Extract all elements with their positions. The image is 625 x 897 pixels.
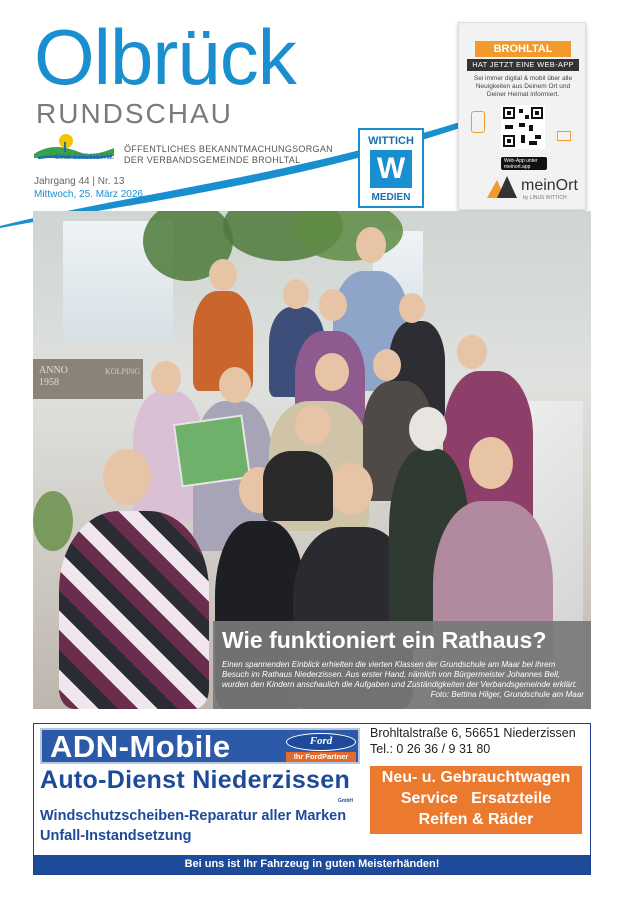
issue-number: Jahrgang 44 | Nr. 13 xyxy=(34,176,125,187)
child-head xyxy=(399,293,425,323)
plant xyxy=(33,491,73,551)
offer-line-2: Service Ersatzteile xyxy=(400,790,552,807)
adn-mobile-logo xyxy=(40,728,360,764)
computer-icon xyxy=(557,131,571,141)
child-head xyxy=(469,437,513,489)
ad-footer-slogan: Bei uns ist Ihr Fahrzeug in guten Meisterhänden! xyxy=(34,855,590,874)
webapp-tag: BROHLTAL xyxy=(475,41,571,57)
newspaper-subtitle: RUNDSCHAU xyxy=(36,98,233,129)
issue-date: Mittwoch, 25. März 2026 xyxy=(34,189,143,200)
wittich-logo-top: WITTICH xyxy=(368,135,414,147)
plaque-line-3: KOLPING xyxy=(105,367,141,376)
offer-line-1: Neu- u. Gebrauchtwagen xyxy=(381,769,571,786)
child-head xyxy=(373,349,401,381)
wittich-logo-bottom: MEDIEN xyxy=(371,192,411,203)
child-head xyxy=(209,259,237,291)
ford-partner-label: Ihr FordPartner xyxy=(286,752,356,762)
organ-line-1: ÖFFENTLICHES BEKANNTMACHUNGSORGAN xyxy=(124,144,333,154)
meinort-brand-small: by LINUS WITTICH xyxy=(523,195,567,201)
webapp-subtitle: HAT JETZT EINE WEB-APP xyxy=(467,59,579,71)
meinort-logo-icon xyxy=(487,176,517,198)
plaque-line-2: 1958 xyxy=(39,377,59,388)
child-head xyxy=(151,361,181,395)
adn-mobile-advert[interactable] xyxy=(33,723,591,875)
adn-mobile-name: ADN-Mobile xyxy=(50,729,231,764)
newspaper-title: Olbrück xyxy=(34,13,296,101)
organ-line-2: DER VERBANDSGEMEINDE BROHLTAL xyxy=(124,155,301,165)
plaque-text xyxy=(39,365,68,389)
photo-credit: Foto: Bettina Hilger, Grundschule am Maar xyxy=(430,690,584,699)
offer-line-3: Reifen & Räder xyxy=(418,811,534,828)
webapp-body: Sei immer digital & mobil über alle Neuigkeiten aus Deinem Ort und Deiner Heimat informiert. xyxy=(473,75,573,98)
qr-code-icon xyxy=(501,105,545,149)
child xyxy=(263,451,333,521)
plaque-line-1: ANNO xyxy=(39,365,68,376)
stone-plaque xyxy=(33,359,143,399)
brohltal-logo-text: DAS BROHLTAL xyxy=(55,152,115,161)
child-head xyxy=(295,405,331,445)
booklet xyxy=(173,414,251,487)
company-phone[interactable]: Tel.: 0 26 36 / 9 31 80 xyxy=(370,742,491,756)
child-head xyxy=(457,335,487,369)
webapp-advert[interactable] xyxy=(458,22,586,210)
phone-icon xyxy=(471,111,485,133)
service-line-2: Unfall-Instandsetzung xyxy=(40,828,192,844)
offers-box xyxy=(370,766,582,834)
company-address: Brohltalstraße 6, 56651 Niederzissen xyxy=(370,726,576,740)
article-teaser: Einen spannenden Einblick erhielten die vierten Klassen der Grundschule am Maar bei ihrem Besuch im Rathaus Niederzissen. Aus erster Hand, nämlich von Bürgermeister Johannes Bell, wurden den Kindern anschaulich die Aufgaben und Zuständigkeiten der Verbandsgemeinde erklärt. xyxy=(222,660,578,689)
child-checked-jacket xyxy=(59,511,209,709)
company-legal-form: GmbH xyxy=(338,798,353,804)
child-head-beanie xyxy=(409,407,447,451)
company-name: Auto-Dienst Niederzissen xyxy=(40,766,351,794)
wittich-w-icon: W xyxy=(370,150,412,188)
child-head xyxy=(283,279,309,309)
ford-logo-icon: Ford xyxy=(286,733,356,751)
child-head xyxy=(103,449,151,505)
article-headline[interactable]: Wie funktioniert ein Rathaus? xyxy=(222,627,547,653)
meinort-brand: meinOrt xyxy=(521,177,578,194)
child-head xyxy=(329,463,373,515)
wittich-logo-box xyxy=(358,128,424,208)
child-head xyxy=(219,367,251,403)
adult-head xyxy=(356,227,386,263)
webapp-badge: Web-App unter meinort.app xyxy=(501,157,547,170)
service-line-1: Windschutzscheiben-Reparatur aller Marken xyxy=(40,808,347,824)
wittich-medien-logo xyxy=(354,124,428,210)
child-head xyxy=(315,353,349,391)
child-head xyxy=(319,289,347,321)
